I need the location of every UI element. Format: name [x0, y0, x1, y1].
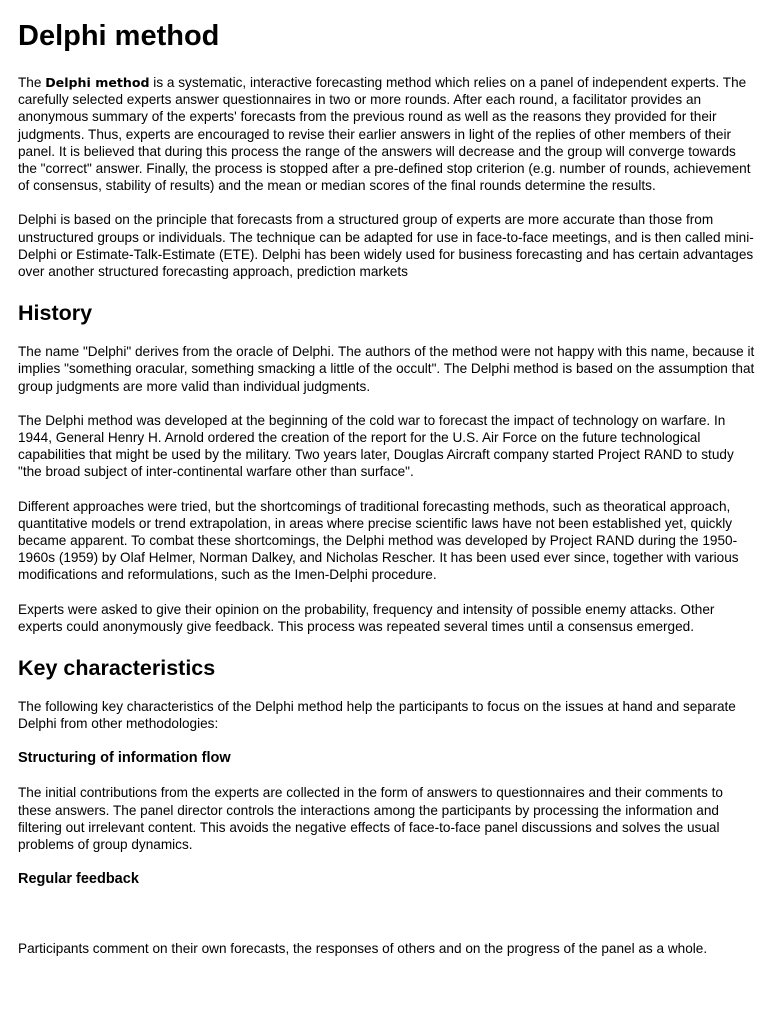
- regular-feedback-paragraph: Participants comment on their own forecasts, the responses of others and on the progress of the panel as a whole.: [18, 941, 708, 957]
- page-title: Delphi method: [18, 20, 220, 52]
- intro-lead-prefix: The: [18, 75, 46, 90]
- intro-paragraph-1-text: is a systematic, interactive forecasting method which relies on a panel of independent experts. The carefully selected experts answer questionnaires in two or more rounds. After each round, a facilitator provides an anonymous summary of the experts' forecasts from the previous round as well as the reasons they provided for their judgments. Thus, experts are encouraged to revise their earlier answers in light of the replies of other members of their panel. It is believed that during this process the range of the answers will decrease and the group will converge towards the "correct" answer. Finally, the process is stopped after a pre-defined stop criterion (e.g. number of rounds, achievement of consensus, stability of results) and the mean or median scores of the final rounds determine the results.: [18, 75, 751, 194]
- intro-lead-bold: Delphi method: [45, 75, 150, 90]
- intro-paragraph-2: Delphi is based on the principle that forecasts from a structured group of experts are more accurate than those from unstructured groups or individuals. The technique can be adapted for use in face-to-face meetings, and is then called mini-Delphi or Estimate-Talk-Estimate (ETE). Delphi has been widely used for business forecasting and has certain advantages over another structured forecasting approach, prediction markets: [18, 212, 754, 280]
- history-paragraph-1: The name "Delphi" derives from the oracle of Delphi. The authors of the method were not happy with this name, because it implies "something oracular, something smacking a little of the occult". The Delphi method is based on the assumption that group judgments are more valid than individual judgments.: [18, 344, 755, 394]
- history-paragraph-2: The Delphi method was developed at the beginning of the cold war to forecast the impact of technology on warfare. In 1944, General Henry H. Arnold ordered the creation of the report for the U.S. Air Force on the future technological capabilities that might be used by the military. Two years later, Douglas Aircraft company started Project RAND to study "the broad subject of inter-continental warfare other than surface".: [18, 412, 734, 480]
- history-paragraph-4: Experts were asked to give their opinion on the probability, frequency and intensity of possible enemy attacks. Other experts could anonymously give feedback. This process was repeated several times until a consensus emerged.: [18, 601, 715, 634]
- structuring-heading: Structuring of information flow: [18, 750, 231, 767]
- article: [18, 0, 758, 975]
- intro-paragraph-1: [18, 74, 758, 194]
- history-paragraph-3: Different approaches were tried, but the shortcomings of traditional forecasting methods, such as theoratical approach, quantitative models or trend extrapolation, in areas where precise scientific laws have not been established yet, quickly became apparent. To combat these shortcomings, the Delphi method was developed by Project RAND during the 1950-1960s (1959) by Olaf Helmer, Norman Dalkey, and Nicholas Rescher. It has been used ever since, together with various modifications and reformulations, such as the Imen-Delphi procedure.: [18, 498, 739, 583]
- history-heading: History: [18, 301, 93, 326]
- regular-feedback-heading: Regular feedback: [18, 871, 139, 888]
- structuring-paragraph: The initial contributions from the experts are collected in the form of answers to questionnaires and their comments to these answers. The panel director controls the interactions among the participants by processing the information and filtering out irrelevant content. This avoids the negative effects of face-to-face panel discussions and solves the usual problems of group dynamics.: [18, 785, 723, 853]
- spacer: [18, 905, 758, 940]
- key-characteristics-heading: Key characteristics: [18, 656, 216, 681]
- key-characteristics-paragraph: The following key characteristics of the Delphi method help the participants to focus on the issues at hand and separate Delphi from other methodologies:: [18, 699, 736, 732]
